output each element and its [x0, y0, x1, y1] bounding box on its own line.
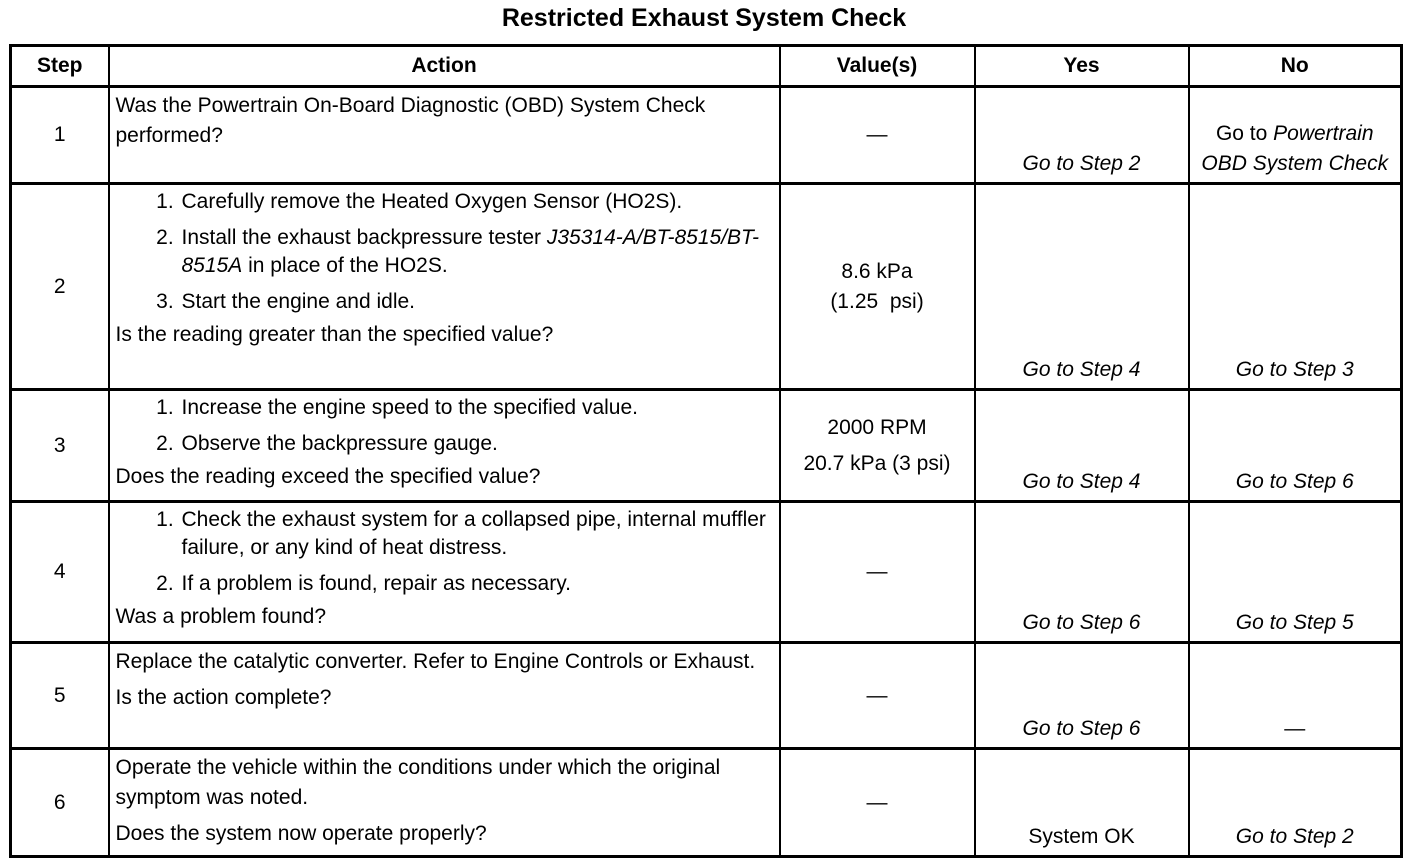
- list-item: 2. Observe the backpressure gauge.: [180, 430, 773, 458]
- table-row-step-4: [11, 502, 1402, 643]
- step-number: 3: [11, 390, 109, 502]
- value-line: 20.7 kPa (3 psi): [803, 451, 951, 475]
- no-cell: [1189, 390, 1402, 502]
- no-cell: [1189, 643, 1402, 749]
- list-item: 3. Start the engine and idle.: [180, 288, 773, 316]
- list-item: 1. Carefully remove the Heated Oxygen Sensor (HO2S).: [180, 188, 773, 216]
- tool-number: J35314-A/BT-8515/BT-8515A: [181, 226, 759, 277]
- action-cell: [109, 502, 780, 643]
- step-number: 2: [11, 184, 109, 390]
- action-cell: [109, 643, 780, 749]
- action-cell: [109, 749, 780, 857]
- value-cell: [780, 390, 975, 502]
- table-row-step-5: [11, 643, 1402, 749]
- value-line: (1.25 psi): [830, 289, 924, 313]
- action-cell: [109, 184, 780, 390]
- value-cell: [780, 502, 975, 643]
- action-text: Operate the vehicle within the conditions under which the original symptom was noted.: [115, 756, 721, 809]
- yes-result: System OK: [1028, 825, 1135, 848]
- action-text: Replace the catalytic converter. Refer to Engine Controls or Exhaust.: [115, 650, 756, 673]
- list-item: 2. If a problem is found, repair as necessary.: [180, 570, 773, 598]
- value-cell: [780, 184, 975, 390]
- header-yes: Yes: [975, 46, 1189, 87]
- value-dash: —: [866, 790, 888, 814]
- no-cell: [1189, 87, 1402, 184]
- page-title: Restricted Exhaust System Check: [501, 4, 907, 32]
- action-question: Does the reading exceed the specified value?: [115, 465, 541, 488]
- no-cell: [1189, 502, 1402, 643]
- yes-cell: [975, 502, 1189, 643]
- value-cell: [780, 87, 975, 184]
- yes-link[interactable]: Go to Step 6: [1022, 717, 1141, 740]
- action-question: Is the reading greater than the specified value?: [115, 323, 554, 346]
- no-cell: [1189, 184, 1402, 390]
- list-item: 1. Check the exhaust system for a collapsed pipe, internal muffler failure, or any kind of heat distress.: [180, 506, 773, 562]
- action-steps-list: [116, 188, 773, 316]
- value-dash: —: [866, 123, 888, 146]
- header-action: Action: [109, 46, 780, 87]
- action-question: Is the action complete?: [115, 686, 332, 709]
- yes-cell: [975, 390, 1189, 502]
- table-row-step-1: [11, 87, 1402, 184]
- table-row-step-2: [11, 184, 1402, 390]
- list-item-text: Install the exhaust backpressure tester: [181, 226, 547, 249]
- yes-cell: [975, 184, 1189, 390]
- yes-link[interactable]: Go to Step 6: [1022, 611, 1141, 634]
- action-cell: [109, 87, 780, 184]
- value-line: 2000 RPM: [827, 415, 927, 439]
- step-number: 1: [11, 87, 109, 184]
- step-number: 5: [11, 643, 109, 749]
- action-steps-list: [116, 394, 773, 458]
- no-link[interactable]: Powertrain OBD System Check: [1201, 122, 1389, 175]
- list-item-text: in place of the HO2S.: [242, 254, 448, 277]
- yes-link[interactable]: Go to Step 2: [1022, 152, 1141, 175]
- no-link[interactable]: Go to Step 3: [1235, 358, 1354, 381]
- value-dash: —: [866, 560, 888, 583]
- no-link[interactable]: Go to Step 5: [1235, 611, 1354, 634]
- no-prefix: Go to: [1215, 122, 1274, 145]
- list-item: 1. Increase the engine speed to the specified value.: [180, 394, 773, 422]
- yes-cell: [975, 643, 1189, 749]
- value-dash: —: [866, 683, 888, 707]
- header-row: [11, 46, 1402, 87]
- yes-cell: [975, 87, 1189, 184]
- action-question: Was a problem found?: [115, 605, 327, 628]
- value-cell: [780, 749, 975, 857]
- yes-cell: [975, 749, 1189, 857]
- yes-link[interactable]: Go to Step 4: [1022, 470, 1141, 493]
- header-values: Value(s): [780, 46, 975, 87]
- value-line: 8.6 kPa: [841, 259, 913, 283]
- no-link[interactable]: Go to Step 6: [1235, 470, 1354, 493]
- action-cell: [109, 390, 780, 502]
- list-item: [180, 224, 773, 280]
- table-row-step-6: [11, 749, 1402, 857]
- yes-link[interactable]: Go to Step 4: [1022, 358, 1141, 381]
- no-link[interactable]: Go to Step 2: [1235, 825, 1354, 848]
- action-steps-list: [116, 506, 773, 598]
- no-cell: [1189, 749, 1402, 857]
- step-number: 4: [11, 502, 109, 643]
- value-cell: [780, 643, 975, 749]
- table-row-step-3: [11, 390, 1402, 502]
- step-number: 6: [11, 749, 109, 857]
- header-step: Step: [11, 46, 109, 87]
- action-question: Does the system now operate properly?: [115, 822, 487, 845]
- diagnostic-table: [9, 44, 1403, 858]
- action-text: Was the Powertrain On-Board Diagnostic (OBD) System Check performed?: [115, 94, 706, 147]
- no-dash: —: [1284, 717, 1306, 740]
- header-no: No: [1189, 46, 1402, 87]
